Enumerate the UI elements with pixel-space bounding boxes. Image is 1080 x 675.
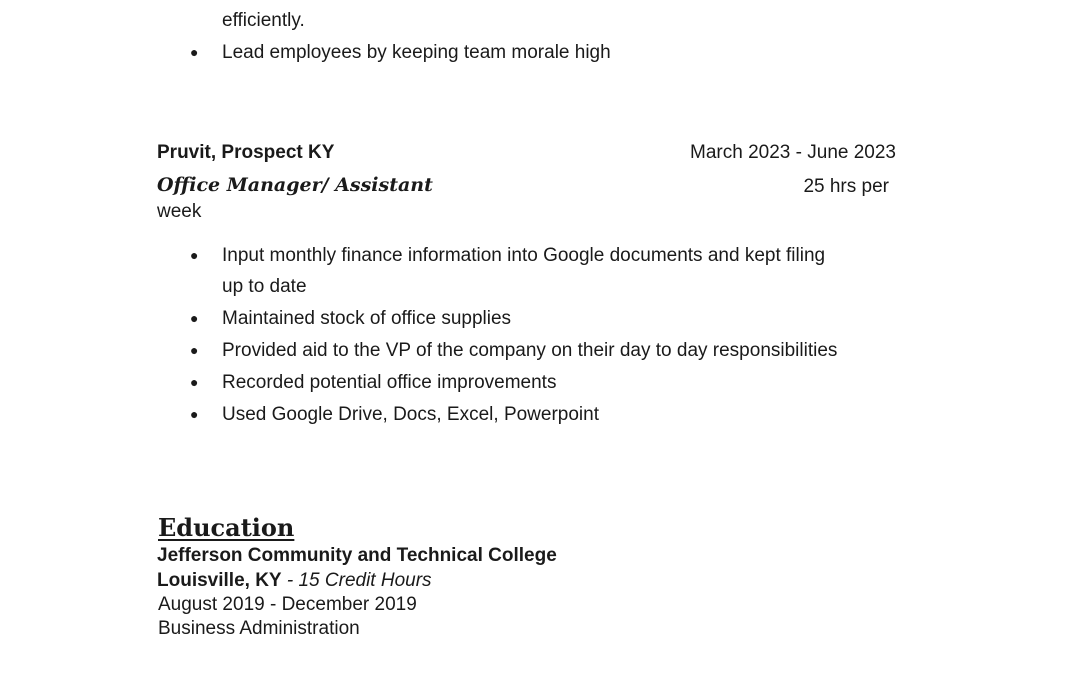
education-dates: August 2019 - December 2019 [158, 594, 417, 615]
education-school: Jefferson Community and Technical College [157, 545, 557, 566]
bullet-icon: ● [190, 310, 199, 326]
previous-job-continued-line: efficiently. [222, 10, 305, 31]
job-company: Pruvit, Prospect KY [157, 142, 335, 163]
job-bullet [190, 367, 910, 398]
education-program: Business Administration [158, 618, 360, 639]
education-credits: - 15 Credit Hours [281, 570, 432, 591]
bullet-text: Lead employees by keeping team morale high [222, 42, 611, 63]
bullet-text-continued: up to date [222, 276, 307, 297]
bullet-text: Input monthly finance information into Google documents and kept filing [222, 245, 826, 266]
bullet-icon: ● [190, 342, 199, 358]
job-bullet [190, 335, 910, 366]
bullet-icon: ● [190, 406, 199, 422]
bullet-icon: ● [190, 44, 199, 60]
bullet-text: Provided aid to the VP of the company on their day to day responsibilities [222, 340, 838, 361]
education-location: Louisville, KY [157, 570, 282, 591]
education-heading: Education [158, 513, 295, 542]
education-location-line [157, 570, 432, 592]
job-hours-continued: week [157, 201, 202, 222]
bullet-text: Maintained stock of office supplies [222, 308, 512, 329]
bullet-text: Recorded potential office improvements [222, 372, 557, 393]
previous-job-bullet [190, 37, 910, 68]
job-bullet [190, 240, 910, 271]
bullet-icon: ● [190, 247, 199, 263]
job-bullet [190, 303, 910, 334]
job-dates: March 2023 - June 2023 [690, 142, 896, 163]
job-bullet [190, 399, 910, 430]
job-title: Office Manager/ Assistant [157, 174, 433, 196]
bullet-icon: ● [190, 374, 199, 390]
job-hours: 25 hrs per [803, 176, 889, 197]
bullet-text: Used Google Drive, Docs, Excel, Powerpoint [222, 404, 599, 425]
